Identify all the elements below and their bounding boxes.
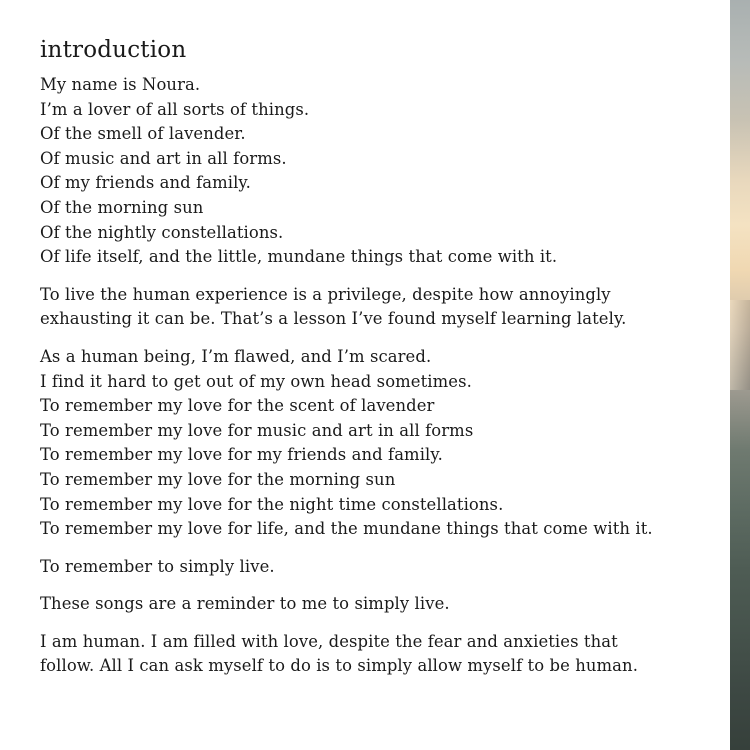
stanza-3 bbox=[40, 345, 725, 542]
text-line: To remember my love for the night time constellations. bbox=[40, 494, 504, 514]
body-text bbox=[40, 73, 725, 692]
text-line: Of the nightly constellations. bbox=[40, 222, 284, 242]
text-line: I find it hard to get out of my own head sometimes. bbox=[40, 371, 472, 391]
text-line: I’m a lover of all sorts of things. bbox=[40, 99, 310, 119]
stanza-4 bbox=[40, 555, 725, 580]
text-line: To remember my love for the scent of lavender bbox=[40, 396, 435, 416]
text-line: Of the morning sun bbox=[40, 197, 204, 217]
text-line: I am human. I am filled with love, despite the fear and anxieties that bbox=[40, 631, 618, 651]
text-line: exhausting it can be. That’s a lesson I’ve found myself learning lately. bbox=[40, 309, 627, 329]
text-line: Of my friends and family. bbox=[40, 173, 251, 193]
text-line: To remember my love for music and art in all forms bbox=[40, 420, 474, 440]
text-line: Of the smell of lavender. bbox=[40, 124, 246, 144]
text-line: My name is Noura. bbox=[40, 75, 201, 94]
text-line: To live the human experience is a privilege, despite how annoyingly bbox=[40, 284, 611, 304]
text-line: As a human being, I’m flawed, and I’m scared. bbox=[40, 346, 432, 366]
text-line: To remember my love for life, and the mundane things that come with it. bbox=[40, 519, 653, 539]
cropped-photo-edge bbox=[730, 0, 750, 750]
text-line: follow. All I can ask myself to do is to simply allow myself to be human. bbox=[40, 656, 639, 676]
stanza-1 bbox=[40, 73, 725, 270]
text-line: To remember my love for the morning sun bbox=[40, 469, 396, 489]
text-line: Of life itself, and the little, mundane things that come with it. bbox=[40, 247, 558, 267]
text-line: To remember my love for my friends and family. bbox=[40, 445, 443, 465]
page-title: introduction bbox=[40, 37, 187, 63]
stanza-5 bbox=[40, 592, 725, 617]
text-line: These songs are a reminder to me to simply live. bbox=[40, 594, 450, 614]
stanza-6 bbox=[40, 630, 725, 679]
text-line: Of music and art in all forms. bbox=[40, 148, 287, 168]
stanza-2 bbox=[40, 283, 725, 332]
text-line: To remember to simply live. bbox=[40, 556, 275, 576]
